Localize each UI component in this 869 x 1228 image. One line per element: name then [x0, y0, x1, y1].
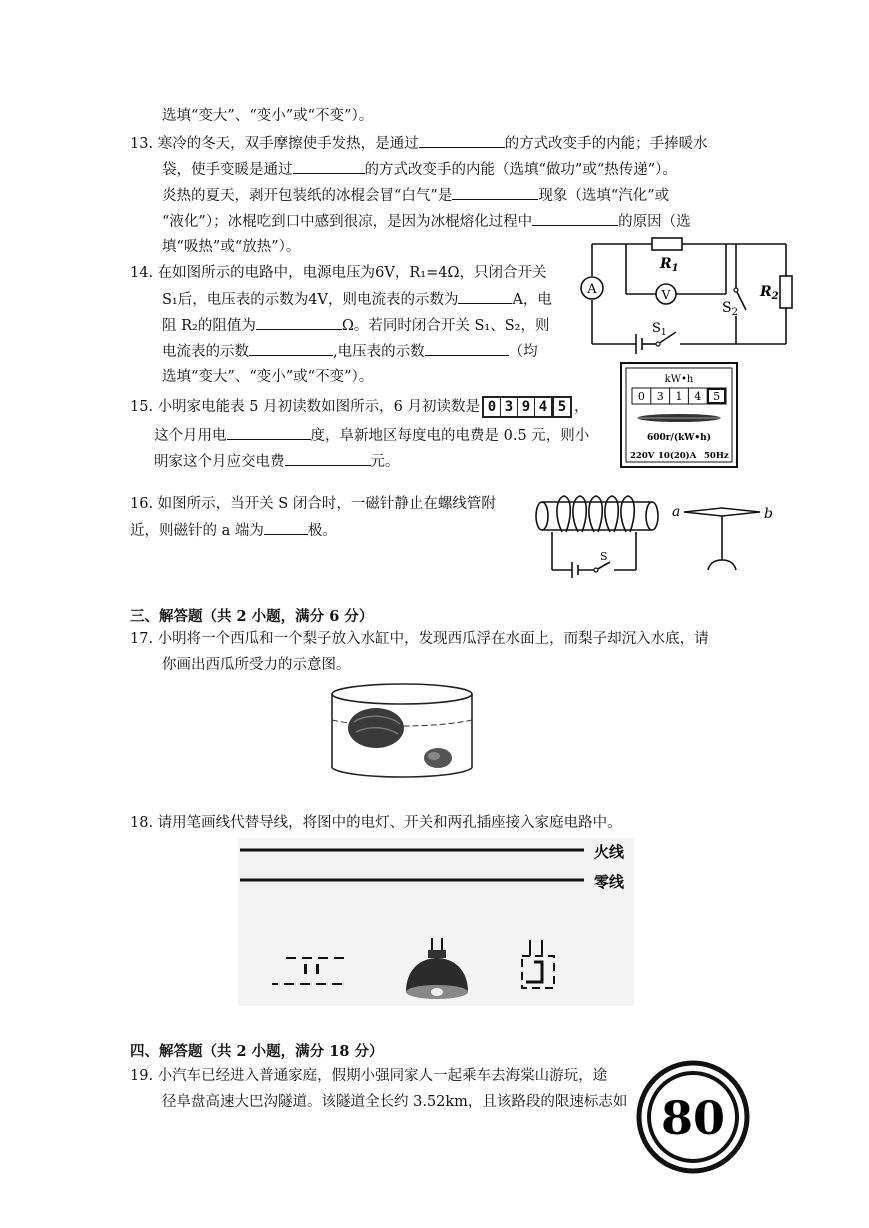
q14-line-2: S₁后，电压表的示数为4V，则电流表的示数为 A，电 [162, 289, 552, 310]
q16-blank-1[interactable] [264, 520, 308, 535]
q16-line-1: 16. 如图所示，当开关 S 闭合时，一磁针静止在螺线管附 [130, 496, 496, 512]
compass-needle-icon [684, 508, 760, 516]
switch-s-label: S [600, 550, 608, 563]
q14-line-3: 阻 R₂的阻值为 Ω。若同时闭合开关 S₁、S₂，则 [162, 315, 549, 336]
q13-line-1: 13. 寒冷的冬天，双手摩擦使手发热，是通过 的方式改变手的内能；手捧暖水 [130, 133, 708, 154]
q14-blank-2[interactable] [256, 315, 342, 330]
q13-line-2: 袋，使手变暖是通过 的方式改变手的内能（选填“做功”或“热传递”）。 [162, 159, 677, 180]
svg-text:1: 1 [675, 390, 683, 403]
q19-line-2: 径阜盘高速大巴沟隧道。该隧道全长约 3.52km，且该路段的限速标志如 [162, 1094, 628, 1110]
q15-blank-2[interactable] [285, 451, 371, 466]
r2-resistor [780, 276, 792, 308]
q19-number: 19. [130, 1068, 154, 1084]
q13-line-4: “液化”）；冰棍吃到口中感到很凉，是因为冰棍熔化过程中 的原因（选 [162, 211, 691, 232]
q14-number: 14. [130, 265, 154, 281]
svg-text:5: 5 [713, 390, 721, 403]
voltmeter-label: V [661, 288, 671, 302]
needle-end-b: b [764, 506, 773, 522]
r2-label: $R_2$ [760, 284, 779, 302]
q16-line-2: 近，则磁针的 a 端为 极。 [130, 520, 337, 541]
q13-line-5: 填“吸热”或“放热”）。 [162, 239, 301, 255]
june-reading-digits: 0 3 9 4 5 [482, 396, 572, 418]
speed-limit-value: 80 [660, 1091, 726, 1145]
s1-label: $S_1$ [652, 321, 667, 338]
household-circuit-figure [238, 838, 634, 1006]
q13-blank-4[interactable] [532, 211, 618, 226]
q17-number: 17. [130, 631, 154, 647]
q14-blank-3[interactable] [249, 341, 333, 356]
q18-line-1: 18. 请用笔画线代替导线，将图中的电灯、开关和两孔插座接入家庭电路中。 [130, 815, 622, 831]
r1-label: $R_1$ [660, 256, 679, 274]
q13-blank-3[interactable] [452, 185, 538, 200]
q15-line-2: 这个月用电 度，阜新地区每度电的电费是 0.5 元，则小 [154, 425, 589, 446]
section-3-heading: 三、解答题（共 2 小题，满分 6 分） [130, 608, 374, 625]
q13-blank-1[interactable] [419, 133, 505, 148]
q12-tail: 选填“变大”、“变小”或“不变”）。 [162, 108, 374, 124]
q14-circuit-diagram [576, 236, 798, 360]
electricity-meter-diagram [620, 362, 738, 468]
q13-blank-2[interactable] [293, 159, 365, 174]
s2-label: $S_2$ [722, 300, 738, 318]
q15-line-1: 15. 小明家电能表 5 月初读数如图所示，6 月初读数是 0 3 9 4 5 ， [130, 396, 588, 418]
svg-text:3: 3 [656, 390, 664, 403]
q13-number: 13. [130, 136, 154, 152]
q14-blank-1[interactable] [458, 289, 512, 304]
svg-text:4: 4 [694, 390, 702, 403]
q17-line-2: 你画出西瓜所受力的示意图。 [162, 657, 351, 673]
q16-number: 16. [130, 496, 154, 512]
solenoid-diagram [532, 486, 778, 582]
live-wire-label: 火线 [594, 843, 625, 861]
neutral-wire-label: 零线 [594, 873, 625, 891]
q17-line-1: 17. 小明将一个西瓜和一个梨子放入水缸中，发现西瓜浮在水面上，而梨子却沉入水底，请 [130, 631, 709, 647]
q18-number: 18. [130, 815, 154, 831]
q15-line-3: 明家这个月应交电费 元。 [154, 451, 400, 472]
q13-line-3: 炎热的夏天，剥开包装纸的冰棍会冒“白气”是 现象（选填“汽化”或 [162, 185, 669, 206]
water-tank-figure [328, 680, 476, 784]
q14-blank-4[interactable] [425, 341, 509, 356]
r1-resistor [652, 238, 682, 250]
q14-line-5: 选填“变大”、“变小”或“不变”）。 [162, 369, 374, 385]
svg-text:0: 0 [637, 390, 645, 403]
svg-text:220V: 220V [630, 451, 655, 461]
meter-unit: kW•h [664, 374, 694, 385]
q19-line-1: 19. 小汽车已经进入普通家庭，假期小强同家人一起乘车去海棠山游玩，途 [130, 1068, 608, 1084]
q14-line-4: 电流表的示数 ,电压表的示数 （均 [162, 341, 538, 362]
svg-text:10(20)A: 10(20)A [658, 451, 697, 461]
meter-rating: 600r/(kW•h) [647, 433, 711, 443]
ammeter-label: A [587, 282, 597, 297]
q15-number: 15. [130, 399, 154, 415]
speed-limit-sign [636, 1060, 750, 1174]
q15-blank-1[interactable] [227, 425, 311, 440]
q14-line-1: 14. 在如图所示的电路中，电源电压为6V，R₁=4Ω，只闭合开关 [130, 265, 547, 281]
needle-end-a: a [672, 504, 681, 520]
section-4-heading: 四、解答题（共 2 小题，满分 18 分） [130, 1043, 384, 1060]
svg-text:50Hz: 50Hz [704, 451, 729, 461]
